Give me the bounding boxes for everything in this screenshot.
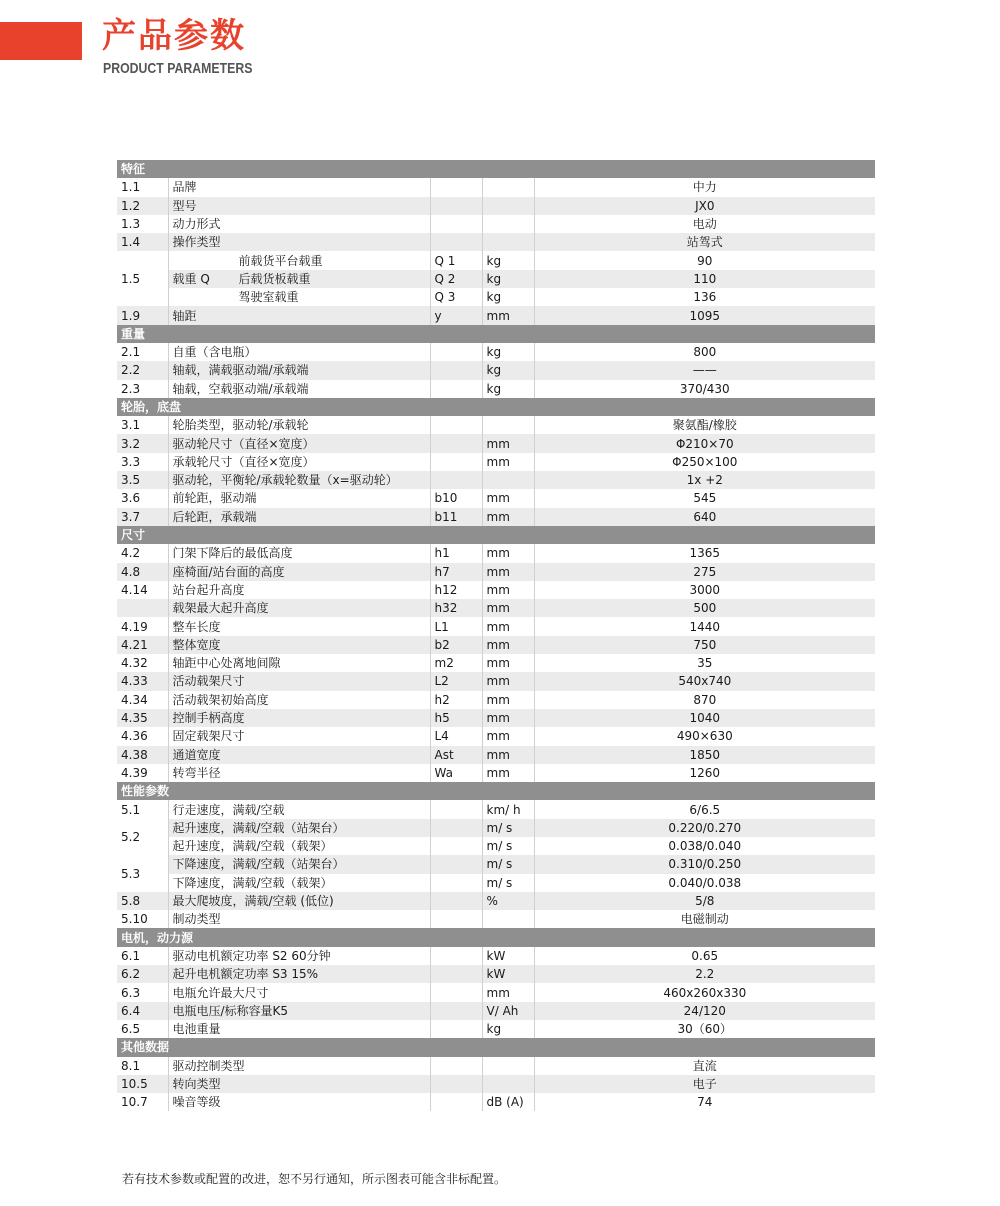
param-label: [168, 270, 430, 288]
param-symbol: [430, 947, 482, 965]
param-symbol: h5: [430, 709, 482, 727]
param-label: 转向类型: [168, 1075, 430, 1093]
param-label: 下降速度，满载/空载（站架台）: [168, 855, 430, 873]
param-unit: mm: [482, 434, 534, 452]
param-unit: mm: [482, 306, 534, 324]
disclaimer-note: 若有技术参数或配置的改进，恕不另行通知，所示图表可能含非标配置。: [122, 1172, 507, 1186]
param-symbol: [430, 837, 482, 855]
sub-label: 前载货平台载重: [238, 253, 323, 268]
param-number: 4.2: [117, 544, 168, 562]
param-unit: kg: [482, 361, 534, 379]
param-label: 控制手柄高度: [168, 709, 430, 727]
param-label: 型号: [168, 197, 430, 215]
param-label: 驱动轮，平衡轮/承载轮数量（x=驱动轮）: [168, 471, 430, 489]
param-unit: mm: [482, 544, 534, 562]
table-row: [117, 270, 875, 288]
param-label: 载架最大起升高度: [168, 599, 430, 617]
param-value: 电磁制动: [534, 910, 875, 928]
param-unit: kg: [482, 270, 534, 288]
param-value: JX0: [534, 197, 875, 215]
param-unit: m/ s: [482, 819, 534, 837]
section-title: 尺寸: [117, 526, 875, 544]
param-value: 500: [534, 599, 875, 617]
param-value: 0.040/0.038: [534, 874, 875, 892]
param-value: 6/6.5: [534, 800, 875, 818]
param-value: 545: [534, 489, 875, 507]
param-unit: %: [482, 892, 534, 910]
param-symbol: [430, 1075, 482, 1093]
section-title: 性能参数: [117, 782, 875, 800]
section-header: [117, 782, 875, 800]
param-unit: mm: [482, 746, 534, 764]
table-row: [117, 453, 875, 471]
page-title: 产品参数: [102, 16, 246, 56]
param-label: 轴距: [168, 306, 430, 324]
param-label: 轴载，满载驱动端/承载端: [168, 361, 430, 379]
param-unit: [482, 1057, 534, 1075]
table-row: [117, 1020, 875, 1038]
table-row: [117, 361, 875, 379]
param-value: 1095: [534, 306, 875, 324]
table-row: [117, 581, 875, 599]
param-label: 操作类型: [168, 233, 430, 251]
param-number: 4.32: [117, 654, 168, 672]
param-symbol: L2: [430, 672, 482, 690]
param-value: ——: [534, 361, 875, 379]
param-label: 整车长度: [168, 617, 430, 635]
param-label: 座椅面/站台面的高度: [168, 563, 430, 581]
param-symbol: [430, 1002, 482, 1020]
param-number: 4.8: [117, 563, 168, 581]
param-label: 活动载架尺寸: [168, 672, 430, 690]
table-row: [117, 178, 875, 196]
param-symbol: b10: [430, 489, 482, 507]
param-unit: [482, 215, 534, 233]
param-number: 6.3: [117, 983, 168, 1001]
param-number: 2.2: [117, 361, 168, 379]
table-row: [117, 197, 875, 215]
param-label: 起升速度，满载/空载（载架）: [168, 837, 430, 855]
param-symbol: [430, 343, 482, 361]
param-unit: mm: [482, 672, 534, 690]
table-row: [117, 251, 875, 269]
param-value: Φ210×70: [534, 434, 875, 452]
param-symbol: h12: [430, 581, 482, 599]
param-number: 5.2: [117, 819, 168, 856]
param-symbol: b2: [430, 636, 482, 654]
param-symbol: Wa: [430, 764, 482, 782]
section-title: 其他数据: [117, 1038, 875, 1056]
param-number: 1.1: [117, 178, 168, 196]
table-row: [117, 837, 875, 855]
param-symbol: Q 3: [430, 288, 482, 306]
param-number: 5.3: [117, 855, 168, 892]
param-number: 10.7: [117, 1093, 168, 1111]
param-value: 460x260x330: [534, 983, 875, 1001]
param-value: 1365: [534, 544, 875, 562]
param-label: 站台起升高度: [168, 581, 430, 599]
param-symbol: [430, 215, 482, 233]
param-number: 3.2: [117, 434, 168, 452]
param-number: [117, 599, 168, 617]
page-subtitle: PRODUCT PARAMETERS: [103, 60, 253, 77]
param-symbol: m2: [430, 654, 482, 672]
param-number: 1.4: [117, 233, 168, 251]
param-unit: m/ s: [482, 837, 534, 855]
param-unit: [482, 197, 534, 215]
table-row: [117, 434, 875, 452]
param-value: 0.65: [534, 947, 875, 965]
param-number: 4.34: [117, 691, 168, 709]
section-title: 电机，动力源: [117, 928, 875, 946]
param-number: 5.10: [117, 910, 168, 928]
param-label: 下降速度，满载/空载（载架）: [168, 874, 430, 892]
param-label: 自重（含电瓶）: [168, 343, 430, 361]
param-unit: kg: [482, 251, 534, 269]
table-row: [117, 1002, 875, 1020]
table-row: [117, 288, 875, 306]
param-unit: [482, 910, 534, 928]
table-row: [117, 800, 875, 818]
param-number: 4.36: [117, 727, 168, 745]
param-unit: kW: [482, 947, 534, 965]
param-label: 动力形式: [168, 215, 430, 233]
table-row: [117, 855, 875, 873]
param-symbol: [430, 471, 482, 489]
param-value: 聚氨酯/橡胶: [534, 416, 875, 434]
param-unit: mm: [482, 764, 534, 782]
param-number: 3.1: [117, 416, 168, 434]
param-label: 制动类型: [168, 910, 430, 928]
table-row: [117, 215, 875, 233]
param-value: 30（60）: [534, 1020, 875, 1038]
param-value: 1x +2: [534, 471, 875, 489]
table-row: [117, 746, 875, 764]
param-symbol: [430, 1020, 482, 1038]
param-value: 0.310/0.250: [534, 855, 875, 873]
param-symbol: L1: [430, 617, 482, 635]
param-symbol: Ast: [430, 746, 482, 764]
param-number: 4.21: [117, 636, 168, 654]
param-value: 136: [534, 288, 875, 306]
param-unit: kg: [482, 288, 534, 306]
param-unit: mm: [482, 727, 534, 745]
param-value: 540x740: [534, 672, 875, 690]
param-number: 3.3: [117, 453, 168, 471]
param-unit: mm: [482, 654, 534, 672]
param-value: 1440: [534, 617, 875, 635]
param-number: 1.9: [117, 306, 168, 324]
table-row: [117, 1057, 875, 1075]
param-label: 整体宽度: [168, 636, 430, 654]
table-row: [117, 691, 875, 709]
param-number: 2.1: [117, 343, 168, 361]
param-label: 行走速度，满载/空载: [168, 800, 430, 818]
param-unit: mm: [482, 636, 534, 654]
param-symbol: [430, 361, 482, 379]
param-label: 固定载架尺寸: [168, 727, 430, 745]
param-label: 转弯半径: [168, 764, 430, 782]
param-unit: mm: [482, 709, 534, 727]
param-label: [168, 288, 430, 306]
param-value: 5/8: [534, 892, 875, 910]
table-row: [117, 947, 875, 965]
table-row: [117, 819, 875, 837]
table-row: [117, 654, 875, 672]
param-symbol: [430, 965, 482, 983]
parameters-table: [117, 160, 875, 1111]
table-row: [117, 306, 875, 324]
param-number: 1.3: [117, 215, 168, 233]
section-title: 重量: [117, 325, 875, 343]
param-number: 8.1: [117, 1057, 168, 1075]
param-number: 10.5: [117, 1075, 168, 1093]
param-unit: mm: [482, 453, 534, 471]
table-row: [117, 965, 875, 983]
param-symbol: y: [430, 306, 482, 324]
param-symbol: [430, 1057, 482, 1075]
param-value: 电动: [534, 215, 875, 233]
param-value: 1260: [534, 764, 875, 782]
param-number: 6.1: [117, 947, 168, 965]
param-label: 起升速度，满载/空载（站架台）: [168, 819, 430, 837]
param-unit: [482, 1075, 534, 1093]
param-unit: m/ s: [482, 874, 534, 892]
table-row: [117, 343, 875, 361]
param-label: 驱动电机额定功率 S2 60分钟: [168, 947, 430, 965]
param-label: 起升电机额定功率 S3 15%: [168, 965, 430, 983]
param-label: 驱动控制类型: [168, 1057, 430, 1075]
param-unit: [482, 416, 534, 434]
table-row: [117, 380, 875, 398]
param-symbol: Q 2: [430, 270, 482, 288]
param-number: 6.4: [117, 1002, 168, 1020]
param-unit: V/ Ah: [482, 1002, 534, 1020]
header-accent-block: [0, 22, 82, 60]
param-unit: [482, 233, 534, 251]
param-value: 490×630: [534, 727, 875, 745]
param-value: 870: [534, 691, 875, 709]
section-header: [117, 398, 875, 416]
param-unit: mm: [482, 508, 534, 526]
param-number: 4.35: [117, 709, 168, 727]
param-symbol: [430, 819, 482, 837]
param-label: 驱动轮尺寸（直径×宽度）: [168, 434, 430, 452]
param-unit: mm: [482, 599, 534, 617]
param-number: 4.14: [117, 581, 168, 599]
param-value: 800: [534, 343, 875, 361]
table-row: [117, 892, 875, 910]
param-value: 站驾式: [534, 233, 875, 251]
param-unit: [482, 471, 534, 489]
table-row: [117, 1075, 875, 1093]
param-label: 电池重量: [168, 1020, 430, 1038]
param-label: 活动载架初始高度: [168, 691, 430, 709]
param-unit: mm: [482, 617, 534, 635]
table-row: [117, 910, 875, 928]
table-row: [117, 874, 875, 892]
sub-label: 驾驶室载重: [238, 290, 299, 305]
param-number: 6.2: [117, 965, 168, 983]
param-symbol: [430, 197, 482, 215]
param-symbol: h7: [430, 563, 482, 581]
param-symbol: [430, 233, 482, 251]
section-header: [117, 928, 875, 946]
param-label: 轮胎类型，驱动轮/承载轮: [168, 416, 430, 434]
table-row: [117, 709, 875, 727]
param-unit: mm: [482, 691, 534, 709]
param-label: 前轮距，驱动端: [168, 489, 430, 507]
sub-label: 后载货板载重: [238, 271, 311, 286]
param-symbol: h32: [430, 599, 482, 617]
table-row: [117, 563, 875, 581]
param-symbol: [430, 910, 482, 928]
param-symbol: [430, 178, 482, 196]
param-value: 370/430: [534, 380, 875, 398]
table-row: [117, 727, 875, 745]
table-row: [117, 672, 875, 690]
param-value: 110: [534, 270, 875, 288]
param-value: 直流: [534, 1057, 875, 1075]
table-row: [117, 764, 875, 782]
param-number: 3.6: [117, 489, 168, 507]
param-number: 1.5: [117, 251, 168, 306]
param-value: 35: [534, 654, 875, 672]
param-value: 1040: [534, 709, 875, 727]
section-header: [117, 325, 875, 343]
table-row: [117, 617, 875, 635]
param-value: 0.038/0.040: [534, 837, 875, 855]
param-value: 74: [534, 1093, 875, 1111]
param-number: 4.39: [117, 764, 168, 782]
table-row: [117, 489, 875, 507]
param-value: 90: [534, 251, 875, 269]
section-title: 特征: [117, 160, 875, 178]
param-symbol: Q 1: [430, 251, 482, 269]
param-number: 2.3: [117, 380, 168, 398]
param-symbol: [430, 983, 482, 1001]
param-value: Φ250×100: [534, 453, 875, 471]
param-symbol: [430, 434, 482, 452]
param-value: 750: [534, 636, 875, 654]
table-row: [117, 471, 875, 489]
param-unit: dB (A): [482, 1093, 534, 1111]
param-label: 轴距中心处离地间隙: [168, 654, 430, 672]
param-symbol: [430, 1093, 482, 1111]
param-unit: mm: [482, 581, 534, 599]
group-label: 载重 Q: [172, 271, 210, 286]
param-label: 门架下降后的最低高度: [168, 544, 430, 562]
param-unit: kg: [482, 1020, 534, 1038]
param-symbol: b11: [430, 508, 482, 526]
param-value: 1850: [534, 746, 875, 764]
param-label: 噪音等级: [168, 1093, 430, 1111]
param-label: 通道宽度: [168, 746, 430, 764]
table-row: [117, 983, 875, 1001]
param-label: 后轮距，承载端: [168, 508, 430, 526]
param-unit: mm: [482, 489, 534, 507]
param-number: 6.5: [117, 1020, 168, 1038]
param-value: 275: [534, 563, 875, 581]
param-symbol: [430, 453, 482, 471]
param-label: 电瓶电压/标称容量K5: [168, 1002, 430, 1020]
param-symbol: [430, 380, 482, 398]
param-unit: kW: [482, 965, 534, 983]
param-value: 中力: [534, 178, 875, 196]
table-row: [117, 508, 875, 526]
param-unit: m/ s: [482, 855, 534, 873]
param-label: 最大爬坡度，满载/空载 (低位): [168, 892, 430, 910]
param-unit: kg: [482, 343, 534, 361]
section-header: [117, 1038, 875, 1056]
param-unit: kg: [482, 380, 534, 398]
param-label: [168, 251, 430, 269]
param-unit: mm: [482, 983, 534, 1001]
param-unit: [482, 178, 534, 196]
param-symbol: [430, 892, 482, 910]
param-symbol: L4: [430, 727, 482, 745]
param-value: 2.2: [534, 965, 875, 983]
section-title: 轮胎，底盘: [117, 398, 875, 416]
param-number: 4.19: [117, 617, 168, 635]
param-number: 5.1: [117, 800, 168, 818]
param-value: 24/120: [534, 1002, 875, 1020]
param-symbol: [430, 800, 482, 818]
table-row: [117, 544, 875, 562]
table-row: [117, 1093, 875, 1111]
param-number: 5.8: [117, 892, 168, 910]
param-unit: km/ h: [482, 800, 534, 818]
param-symbol: h2: [430, 691, 482, 709]
param-symbol: [430, 416, 482, 434]
param-label: 承载轮尺寸（直径×宽度）: [168, 453, 430, 471]
table-row: [117, 416, 875, 434]
param-value: 电子: [534, 1075, 875, 1093]
table-row: [117, 636, 875, 654]
param-label: 轴载，空载驱动端/承载端: [168, 380, 430, 398]
param-number: 4.38: [117, 746, 168, 764]
param-symbol: [430, 855, 482, 873]
param-number: 4.33: [117, 672, 168, 690]
param-unit: mm: [482, 563, 534, 581]
param-number: 3.7: [117, 508, 168, 526]
param-label: 品牌: [168, 178, 430, 196]
param-symbol: h1: [430, 544, 482, 562]
param-value: 640: [534, 508, 875, 526]
param-number: 1.2: [117, 197, 168, 215]
section-header: [117, 160, 875, 178]
table-row: [117, 599, 875, 617]
param-label: 电瓶允许最大尺寸: [168, 983, 430, 1001]
param-number: 3.5: [117, 471, 168, 489]
table-row: [117, 233, 875, 251]
param-value: 3000: [534, 581, 875, 599]
param-value: 0.220/0.270: [534, 819, 875, 837]
param-symbol: [430, 874, 482, 892]
section-header: [117, 526, 875, 544]
